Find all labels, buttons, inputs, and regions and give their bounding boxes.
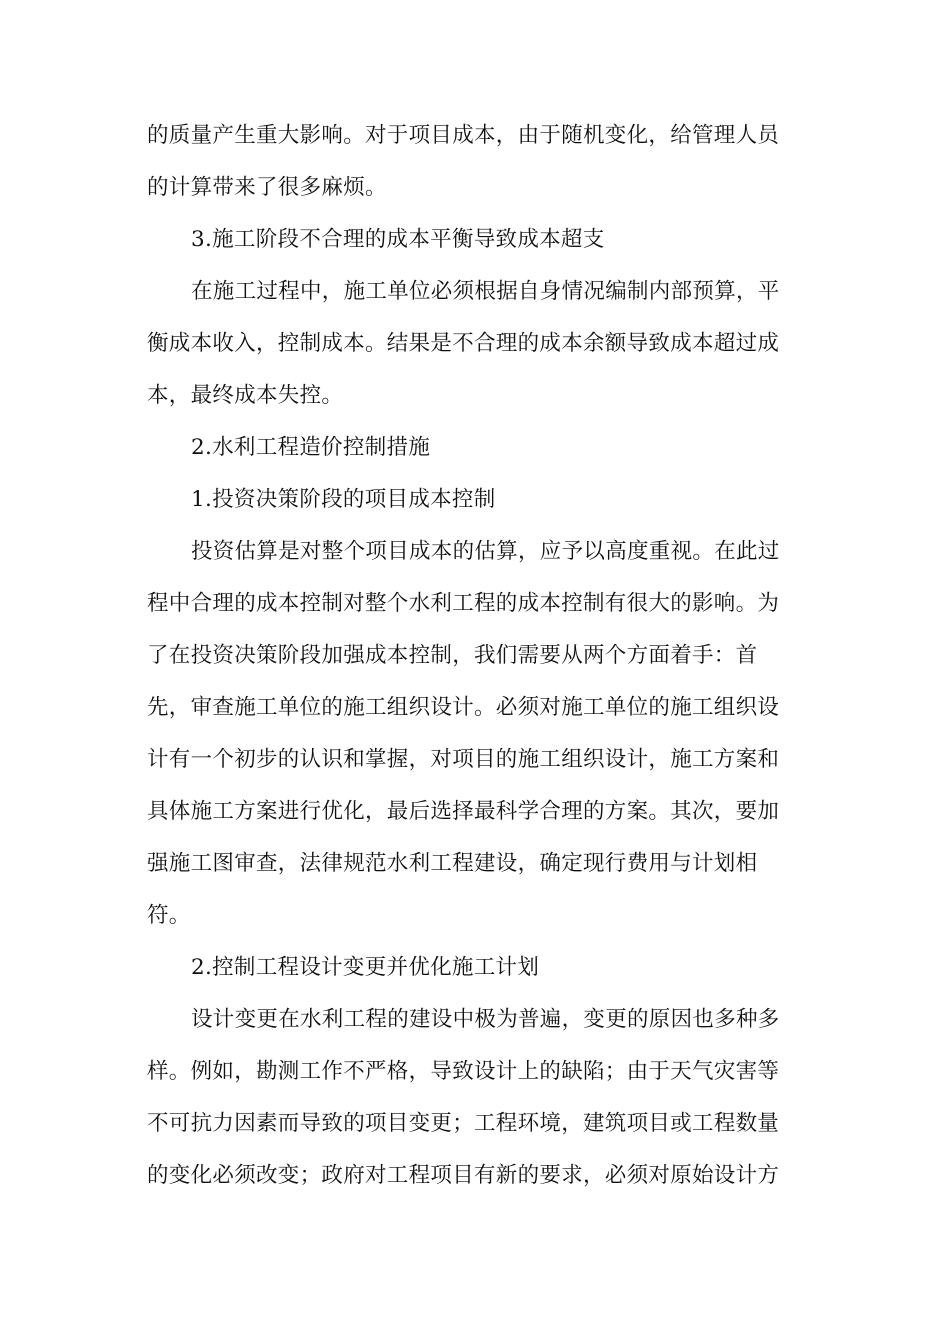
text-line: 不可抗力因素而导致的项目变更；工程环境，建筑项目或工程数量 bbox=[147, 1111, 780, 1136]
text-line: 本，最终成本失控。 bbox=[147, 383, 344, 408]
text-line: 强施工图审查，法律规范水利工程建设，确定现行费用与计划相 bbox=[147, 851, 758, 876]
text-line: 符。 bbox=[147, 903, 191, 928]
text-line: 的质量产生重大影响。对于项目成本，由于随机变化，给管理人员 bbox=[147, 123, 780, 148]
text-line: 计有一个初步的认识和掌握，对项目的施工组织设计，施工方案和 bbox=[147, 747, 780, 772]
text-line: 的变化必须改变；政府对工程项目有新的要求，必须对原始设计方 bbox=[147, 1163, 780, 1188]
text-line: 样。例如，勘测工作不严格，导致设计上的缺陷；由于天气灾害等 bbox=[147, 1059, 780, 1084]
section-heading: 2.控制工程设计变更并优化施工计划 bbox=[191, 955, 540, 980]
section-heading: 1.投资决策阶段的项目成本控制 bbox=[191, 487, 496, 512]
text-line: 程中合理的成本控制对整个水利工程的成本控制有很大的影响。为 bbox=[147, 591, 780, 616]
text-line: 了在投资决策阶段加强成本控制，我们需要从两个方面着手：首 bbox=[147, 643, 758, 668]
text-line: 投资估算是对整个项目成本的估算，应予以高度重视。在此过 bbox=[191, 539, 780, 564]
text-line: 衡成本收入，控制成本。结果是不合理的成本余额导致成本超过成 bbox=[147, 331, 780, 356]
section-heading: 2.水利工程造价控制措施 bbox=[191, 435, 431, 460]
text-line: 具体施工方案进行优化，最后选择最科学合理的方案。其次，要加 bbox=[147, 799, 780, 824]
text-line: 在施工过程中，施工单位必须根据自身情况编制内部预算，平 bbox=[191, 279, 780, 304]
document-body bbox=[147, 110, 797, 1202]
text-line: 设计变更在水利工程的建设中极为普遍，变更的原因也多种多 bbox=[191, 1007, 780, 1032]
text-line: 先，审查施工单位的施工组织设计。必须对施工单位的施工组织设 bbox=[147, 695, 780, 720]
text-line: 的计算带来了很多麻烦。 bbox=[147, 175, 387, 200]
section-heading: 3.施工阶段不合理的成本平衡导致成本超支 bbox=[191, 227, 605, 252]
